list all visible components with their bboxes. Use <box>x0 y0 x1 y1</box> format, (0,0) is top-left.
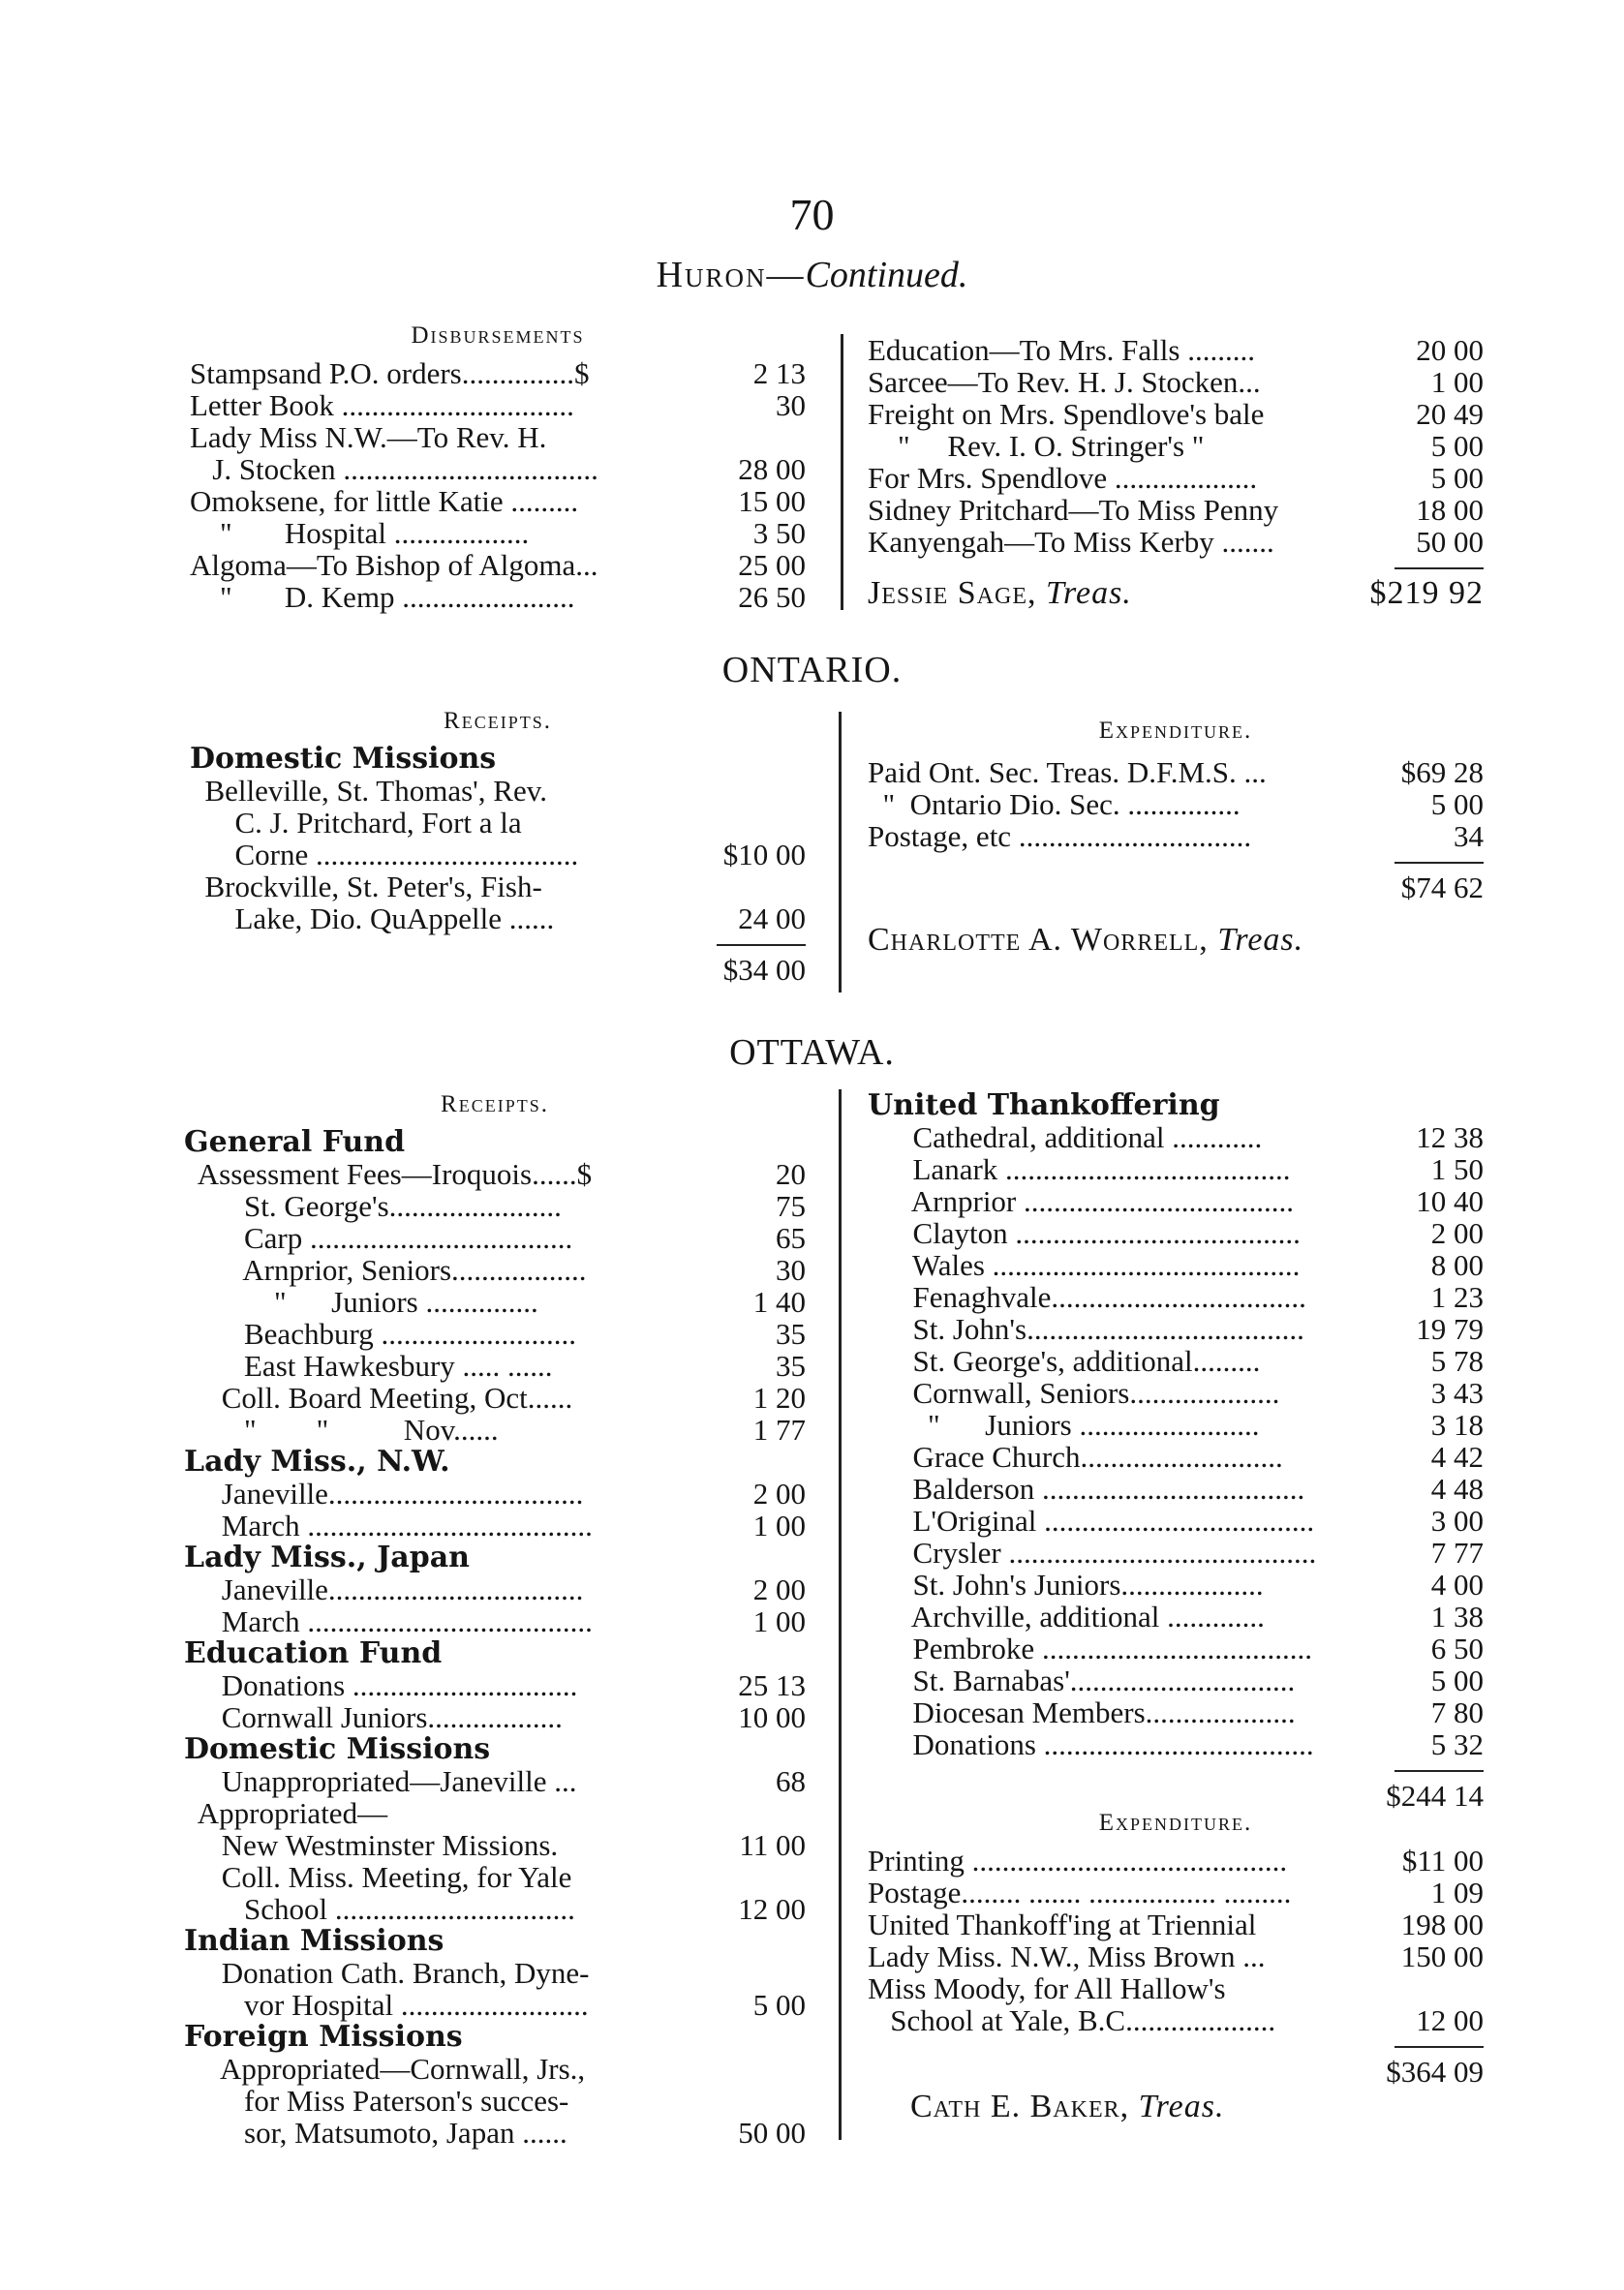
huron-left-rows <box>190 357 806 613</box>
entry-label: Paid Ont. Sec. Treas. D.F.M.S. ... <box>868 755 1267 789</box>
entry-label: Printing .......................................... <box>868 1844 1288 1878</box>
ottawa-expenditure-row <box>868 1972 1484 2004</box>
entry-label: Postage, etc ............................... <box>868 819 1252 853</box>
entry-amount: $69 28 <box>1400 755 1484 789</box>
ottawa-thankoffering-row <box>868 1377 1484 1409</box>
ontario-receipt-row <box>190 902 806 934</box>
ottawa-receipt-row <box>184 2085 806 2117</box>
entry-amount: 2 00 <box>752 1572 806 1606</box>
entry-label: Lake, Dio. QuAppelle ...... <box>190 901 555 935</box>
ottawa-thankoffering <box>868 1089 1484 2129</box>
entry-amount: 2 00 <box>1430 1216 1484 1250</box>
entry-label: St. John's Juniors................... <box>868 1568 1264 1602</box>
ontario-receipt-row <box>190 870 806 902</box>
ontario-expenditure-row <box>868 756 1484 788</box>
entry-label: Crysler ......................................... <box>868 1536 1317 1570</box>
ontario-expenditure-rule <box>1394 862 1484 864</box>
ottawa-thankoffering-row <box>868 1537 1484 1569</box>
ottawa-section-category: Lady Miss., N.W. <box>184 1445 450 1479</box>
page-number: 70 <box>789 190 835 239</box>
ontario-receipts-title: Receipts. <box>444 708 552 734</box>
entry-amount: 5 78 <box>1430 1344 1484 1378</box>
ontario-receipt-row <box>190 839 806 870</box>
ottawa-thankoffering-row <box>868 1249 1484 1281</box>
ottawa-thankoffering-row <box>868 1601 1484 1633</box>
ottawa-heading: OTTAWA. <box>729 1032 895 1073</box>
huron-disbursement-row <box>190 581 806 613</box>
entry-amount: 1 20 <box>752 1381 806 1415</box>
ottawa-thankoffering-rows <box>868 1121 1484 1760</box>
ottawa-thankoffering-rule <box>1394 1770 1484 1772</box>
huron-right-rows <box>868 334 1484 558</box>
huron-heading <box>0 254 1624 296</box>
entry-label: Stampsand P.O. orders...............$ <box>190 356 590 390</box>
ottawa-receipt-row <box>184 1893 806 1925</box>
entry-label: Arnprior .................................... <box>868 1184 1295 1218</box>
ottawa-receipt-row <box>184 1158 806 1190</box>
entry-label: Grace Church........................... <box>868 1440 1283 1474</box>
huron-disbursement-row <box>190 453 806 485</box>
ottawa-treasurer-name: Cath E. Baker, <box>910 2089 1139 2124</box>
ottawa-expenditure-row <box>868 1940 1484 1972</box>
ottawa-receipt-row <box>184 2053 806 2085</box>
huron-disbursement-row <box>868 334 1484 366</box>
ottawa-receipt-row <box>184 1190 806 1222</box>
entry-amount: 12 00 <box>738 1892 806 1926</box>
entry-label: " Juniors ............... <box>184 1285 538 1319</box>
entry-amount: 11 00 <box>739 1828 806 1862</box>
huron-disbursement-row <box>868 462 1484 494</box>
entry-label: School ................................ <box>184 1892 575 1926</box>
entry-label: Wales ......................................... <box>868 1248 1301 1282</box>
entry-amount: 3 50 <box>752 516 806 550</box>
entry-label: Coll. Miss. Meeting, for Yale <box>184 1860 572 1894</box>
entry-amount: 19 79 <box>1416 1312 1484 1346</box>
ottawa-receipt-row <box>184 1669 806 1701</box>
ottawa-section-category: Foreign Missions <box>184 2020 463 2054</box>
ottawa-receipt-row <box>184 2117 806 2149</box>
ottawa-section-rows <box>184 1573 806 1637</box>
entry-label: Appropriated— <box>184 1796 388 1830</box>
entry-label: New Westminster Missions. <box>184 1828 559 1862</box>
entry-label: Pembroke .................................... <box>868 1632 1312 1665</box>
entry-amount: 65 <box>776 1221 806 1255</box>
entry-label: Archville, additional ............. <box>868 1600 1265 1634</box>
ottawa-treasurer <box>910 2091 1484 2129</box>
entry-amount: 3 00 <box>1430 1504 1484 1538</box>
entry-amount: 7 77 <box>1430 1536 1484 1570</box>
ottawa-thankoffering-row <box>868 1664 1484 1696</box>
entry-label: " Juniors ........................ <box>868 1408 1260 1442</box>
ottawa-thankoffering-row <box>868 1121 1484 1153</box>
ottawa-receipts-title: Receipts. <box>441 1091 549 1117</box>
ontario-treasurer-name: Charlotte A. Worrell, <box>868 922 1218 958</box>
ottawa-section-category: Indian Missions <box>184 1924 444 1958</box>
ottawa-receipt-row <box>184 1478 806 1510</box>
entry-label: March ...................................... <box>184 1604 593 1638</box>
entry-amount: 1 00 <box>752 1509 806 1542</box>
entry-label: Postage........ ....... ................. ......... <box>868 1876 1292 1909</box>
entry-amount: 12 00 <box>1416 2003 1484 2037</box>
ottawa-section-rows <box>184 1669 806 1733</box>
entry-label: Unappropriated—Janeville ... <box>184 1764 577 1798</box>
entry-label: " Rev. I. O. Stringer's " <box>868 429 1205 463</box>
entry-amount: 1 77 <box>752 1413 806 1447</box>
ottawa-column-divider <box>839 1089 842 2140</box>
ottawa-receipt-row <box>184 1829 806 1861</box>
huron-disbursement-row <box>190 517 806 549</box>
entry-amount: 4 42 <box>1430 1440 1484 1474</box>
entry-amount: 1 09 <box>1430 1876 1484 1909</box>
ottawa-thankoffering-row <box>868 1473 1484 1505</box>
entry-amount: 1 50 <box>1430 1152 1484 1186</box>
entry-amount: 15 00 <box>738 484 806 518</box>
entry-amount: 4 48 <box>1430 1472 1484 1506</box>
entry-label: Janeville.................................. <box>184 1572 584 1606</box>
entry-label: Algoma—To Bishop of Algoma... <box>190 548 598 582</box>
ottawa-thankoffering-row <box>868 1633 1484 1664</box>
huron-treasurer <box>868 577 1484 616</box>
entry-amount: 28 00 <box>738 452 806 486</box>
ottawa-section-rows <box>184 1478 806 1542</box>
ottawa-thankoffering-row <box>868 1728 1484 1760</box>
entry-label: St. George's, additional......... <box>868 1344 1261 1378</box>
entry-amount: 3 43 <box>1430 1376 1484 1410</box>
huron-disbursement-row <box>190 549 806 581</box>
huron-heading-main: Huron— <box>656 255 806 295</box>
ottawa-thankoffering-total: $244 14 <box>1386 1779 1484 1813</box>
ontario-receipts-total-row <box>190 954 806 989</box>
entry-label: Sarcee—To Rev. H. J. Stocken... <box>868 365 1261 399</box>
ontario-receipts-rule <box>717 944 806 946</box>
entry-label: " D. Kemp ....................... <box>190 580 575 614</box>
entry-amount: 35 <box>776 1349 806 1383</box>
entry-label: Donations .............................. <box>184 1668 578 1702</box>
entry-label: Sidney Pritchard—To Miss Penny <box>868 493 1279 527</box>
ottawa-receipt-row <box>184 1701 806 1733</box>
entry-label: Donations .................................... <box>868 1727 1314 1761</box>
ottawa-expenditure-row <box>868 1908 1484 1940</box>
entry-label: vor Hospital ......................... <box>184 1988 589 2022</box>
entry-amount: 5 00 <box>1430 461 1484 495</box>
entry-amount: $10 00 <box>722 838 806 871</box>
entry-amount: $11 00 <box>1401 1844 1484 1878</box>
ontario-treasurer-title: Treas. <box>1217 922 1304 958</box>
ottawa-thankoffering-row <box>868 1345 1484 1377</box>
ottawa-receipt-row <box>184 1350 806 1382</box>
entry-amount: 1 23 <box>1430 1280 1484 1314</box>
entry-label: St. John's..................................... <box>868 1312 1304 1346</box>
ottawa-receipt-row <box>184 1797 806 1829</box>
entry-amount: 68 <box>776 1764 806 1798</box>
entry-label: Cathedral, additional ............ <box>868 1120 1263 1154</box>
entry-label: Cornwall Juniors.................. <box>184 1700 563 1734</box>
entry-amount: 34 <box>1454 819 1484 853</box>
huron-disbursements-left <box>190 320 806 613</box>
huron-treasurer-title: Treas. <box>1045 575 1132 611</box>
huron-disbursement-row <box>868 398 1484 430</box>
entry-amount: 2 13 <box>752 356 806 390</box>
ottawa-section-category: Domestic Missions <box>184 1732 491 1766</box>
huron-total-rule <box>1394 567 1484 569</box>
entry-amount: 30 <box>776 1253 806 1287</box>
ontario-receipt-rows <box>190 775 806 934</box>
entry-label: Clayton ...................................... <box>868 1216 1301 1250</box>
ottawa-thankoffering-category: United Thankoffering <box>868 1088 1220 1122</box>
ontario-receipts-total: $34 00 <box>722 953 806 987</box>
ottawa-receipt-row <box>184 1861 806 1893</box>
entry-amount: 30 <box>776 388 806 422</box>
entry-label: Lanark ...................................... <box>868 1152 1291 1186</box>
huron-disbursements-title: Disbursements <box>411 322 585 349</box>
ottawa-receipt-row <box>184 1957 806 1989</box>
entry-label: " Ontario Dio. Sec. ............... <box>868 787 1241 821</box>
ontario-heading: ONTARIO. <box>721 650 903 690</box>
entry-amount: 5 00 <box>1430 429 1484 463</box>
ottawa-thankoffering-row <box>868 1505 1484 1537</box>
ottawa-thankoffering-row <box>868 1441 1484 1473</box>
entry-label: St. Barnabas'.............................. <box>868 1664 1296 1697</box>
entry-amount: 8 00 <box>1430 1248 1484 1282</box>
entry-amount: 4 00 <box>1430 1568 1484 1602</box>
entry-label: sor, Matsumoto, Japan ...... <box>184 2116 567 2150</box>
entry-label: Lady Miss N.W.—To Rev. H. <box>190 420 547 454</box>
entry-amount: 6 50 <box>1430 1632 1484 1665</box>
huron-disbursement-row <box>868 366 1484 398</box>
ottawa-section-rows <box>184 1957 806 2021</box>
entry-amount: 1 00 <box>752 1604 806 1638</box>
entry-label: Beachburg .......................... <box>184 1317 576 1351</box>
ottawa-receipt-row <box>184 1573 806 1605</box>
huron-disbursement-row <box>868 430 1484 462</box>
entry-amount: 198 00 <box>1400 1908 1484 1941</box>
ottawa-thankoffering-row <box>868 1185 1484 1217</box>
entry-label: Appropriated—Cornwall, Jrs., <box>184 2052 586 2086</box>
huron-disbursements-right <box>868 334 1484 616</box>
ottawa-thankoffering-row <box>868 1217 1484 1249</box>
entry-amount: 26 50 <box>738 580 806 614</box>
ottawa-thankoffering-row <box>868 1696 1484 1728</box>
ontario-expenditure-row <box>868 820 1484 852</box>
entry-amount: 1 00 <box>1430 365 1484 399</box>
ottawa-receipt-row <box>184 1414 806 1446</box>
entry-label: Assessment Fees—Iroquois......$ <box>184 1157 593 1191</box>
entry-amount: 5 00 <box>1430 1664 1484 1697</box>
ottawa-receipt-row <box>184 1765 806 1797</box>
entry-label: Carp ................................... <box>184 1221 573 1255</box>
ontario-expenditure-row <box>868 788 1484 820</box>
entry-amount: 5 00 <box>1430 787 1484 821</box>
huron-disbursement-row <box>190 485 806 517</box>
ottawa-receipt-row <box>184 1989 806 2021</box>
ottawa-thankoffering-row <box>868 1313 1484 1345</box>
entry-amount: 20 49 <box>1416 397 1484 431</box>
entry-amount: 2 00 <box>752 1477 806 1511</box>
ottawa-section-category: General Fund <box>184 1125 406 1159</box>
ottawa-section-category: Lady Miss., Japan <box>184 1541 470 1574</box>
ontario-column-divider <box>839 712 842 992</box>
ottawa-expenditure-row <box>868 1877 1484 1908</box>
entry-amount: 5 00 <box>752 1988 806 2022</box>
ottawa-section-rows <box>184 2053 806 2149</box>
entry-label: Diocesan Members.................... <box>868 1695 1296 1729</box>
huron-disbursement-row <box>868 494 1484 526</box>
entry-amount: 150 00 <box>1400 1939 1484 1973</box>
ottawa-treasurer-title: Treas. <box>1138 2089 1225 2124</box>
entry-label: J. Stocken .................................. <box>190 452 598 486</box>
huron-disbursement-row <box>190 357 806 389</box>
entry-amount: 25 00 <box>738 548 806 582</box>
ontario-receipt-row <box>190 807 806 839</box>
ottawa-receipt-row <box>184 1222 806 1254</box>
entry-label: Brockville, St. Peter's, Fish- <box>190 870 542 903</box>
ontario-expenditure-title: Expenditure. <box>1098 718 1253 744</box>
entry-label: Omoksene, for little Katie ......... <box>190 484 579 518</box>
entry-amount: 75 <box>776 1189 806 1223</box>
ottawa-thankoffering-row <box>868 1409 1484 1441</box>
huron-column-divider <box>841 334 843 610</box>
huron-disbursement-row <box>868 526 1484 558</box>
huron-disbursement-row <box>190 421 806 453</box>
ottawa-receipts <box>184 1088 806 2149</box>
ontario-expenditure-rows <box>868 756 1484 852</box>
ontario-receipts-category: Domestic Missions <box>190 742 497 776</box>
ontario-receipt-row <box>190 775 806 807</box>
entry-amount: 3 18 <box>1430 1408 1484 1442</box>
ottawa-thankoffering-total-row <box>868 1780 1484 1815</box>
ottawa-section-rows <box>184 1765 806 1925</box>
ottawa-expenditure-row <box>868 2004 1484 2036</box>
entry-label: Letter Book ............................... <box>190 388 574 422</box>
entry-amount: 10 40 <box>1416 1184 1484 1218</box>
ottawa-left-sections <box>184 1126 806 2149</box>
ontario-receipts <box>190 705 806 989</box>
entry-label: Freight on Mrs. Spendlove's bale <box>868 397 1265 431</box>
entry-amount: 20 00 <box>1416 333 1484 367</box>
ottawa-thankoffering-row <box>868 1281 1484 1313</box>
huron-heading-continued: Continued. <box>805 255 968 295</box>
ontario-treasurer <box>868 924 1484 962</box>
entry-amount: 1 38 <box>1430 1600 1484 1634</box>
entry-amount: 5 32 <box>1430 1727 1484 1761</box>
entry-amount: 7 80 <box>1430 1695 1484 1729</box>
entry-amount: 24 00 <box>738 901 806 935</box>
entry-label: Donation Cath. Branch, Dyne- <box>184 1956 590 1990</box>
entry-label: " " Nov...... <box>184 1413 499 1447</box>
entry-label: Cornwall, Seniors.................... <box>868 1376 1280 1410</box>
huron-disbursement-row <box>190 389 806 421</box>
ontario-expenditure-total: $74 62 <box>1400 870 1484 904</box>
entry-amount: 50 00 <box>738 2116 806 2150</box>
entry-label: St. George's....................... <box>184 1189 562 1223</box>
ottawa-receipt-row <box>184 1254 806 1286</box>
entry-amount: 20 <box>776 1157 806 1191</box>
entry-amount: 12 38 <box>1416 1120 1484 1154</box>
entry-amount: 1 40 <box>752 1285 806 1319</box>
entry-label: Arnprior, Seniors.................. <box>184 1253 587 1287</box>
entry-label: Janeville.................................. <box>184 1477 584 1511</box>
ontario-expenditure <box>868 715 1484 962</box>
entry-amount: 25 13 <box>738 1668 806 1702</box>
ottawa-receipt-row <box>184 1286 806 1318</box>
entry-label: C. J. Pritchard, Fort a la <box>190 806 522 840</box>
entry-label: Corne ................................... <box>190 838 579 871</box>
ottawa-expenditure-total: $364 09 <box>1386 2055 1484 2089</box>
entry-label: for Miss Paterson's succes- <box>184 2084 569 2118</box>
ottawa-receipt-row <box>184 1605 806 1637</box>
entry-label: Kanyengah—To Miss Kerby ....... <box>868 525 1274 559</box>
entry-label: L'Original .................................... <box>868 1504 1315 1538</box>
entry-label: United Thankoff'ing at Triennial <box>868 1908 1257 1941</box>
huron-treasurer-name: Jessie Sage, <box>868 575 1046 611</box>
ottawa-receipt-row <box>184 1510 806 1542</box>
ottawa-thankoffering-row <box>868 1153 1484 1185</box>
entry-label: " Hospital .................. <box>190 516 530 550</box>
ottawa-section-rows <box>184 1158 806 1446</box>
entry-label: School at Yale, B.C.................... <box>868 2003 1276 2037</box>
entry-amount: 50 00 <box>1416 525 1484 559</box>
entry-label: Belleville, St. Thomas', Rev. <box>190 774 547 808</box>
entry-label: Fenaghvale.................................. <box>868 1280 1306 1314</box>
ottawa-expenditure-rule <box>1394 2046 1484 2048</box>
ottawa-thankoffering-row <box>868 1569 1484 1601</box>
entry-amount: 18 00 <box>1416 493 1484 527</box>
ottawa-expenditure-row <box>868 1845 1484 1877</box>
entry-amount: 10 00 <box>738 1700 806 1734</box>
entry-label: East Hawkesbury ..... ...... <box>184 1349 553 1383</box>
ottawa-expenditure-rows <box>868 1845 1484 2036</box>
entry-amount: 35 <box>776 1317 806 1351</box>
entry-label: Coll. Board Meeting, Oct...... <box>184 1381 573 1415</box>
ontario-expenditure-total-row <box>868 871 1484 906</box>
ottawa-expenditure-title: Expenditure. <box>1098 1810 1253 1836</box>
entry-label: Education—To Mrs. Falls ......... <box>868 333 1255 367</box>
ottawa-receipt-row <box>184 1318 806 1350</box>
entry-label: For Mrs. Spendlove ................... <box>868 461 1258 495</box>
entry-label: Lady Miss. N.W., Miss Brown ... <box>868 1939 1266 1973</box>
entry-label: Miss Moody, for All Hallow's <box>868 1971 1226 2005</box>
ottawa-receipt-row <box>184 1382 806 1414</box>
entry-label: March ...................................... <box>184 1509 593 1542</box>
entry-label: Balderson ................................... <box>868 1472 1305 1506</box>
ottawa-expenditure-total-row <box>868 2056 1484 2091</box>
huron-treasurer-total: $219 92 <box>1369 575 1484 611</box>
ottawa-section-category: Education Fund <box>184 1636 443 1670</box>
